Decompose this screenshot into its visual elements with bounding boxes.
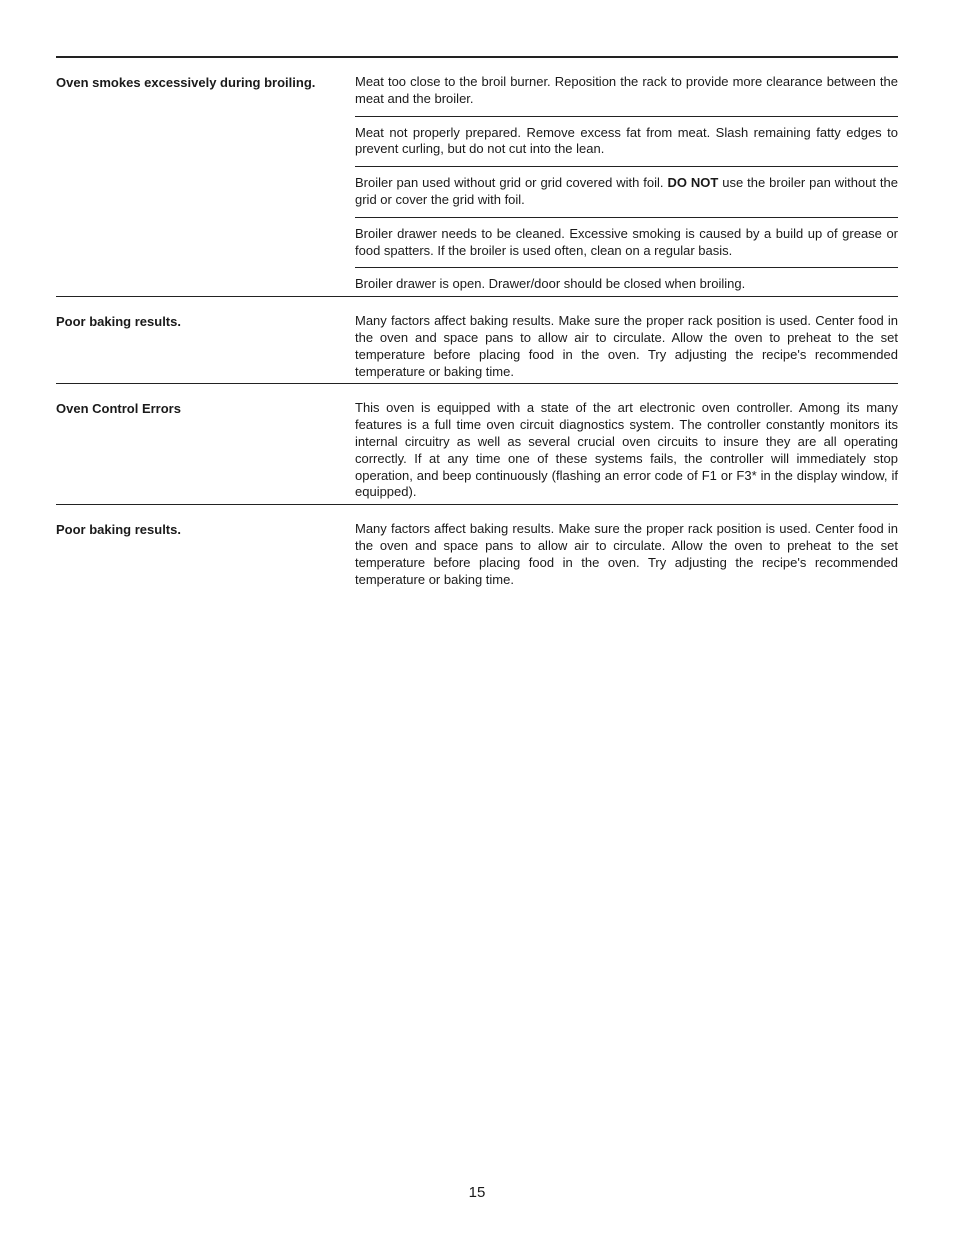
solution-text: Many factors affect baking results. Make sure the proper rack position is used. Center food in the oven and space pans to allow air to circulate. Allow the oven to preheat to the set temperature before placing food in the oven. Try adjusting the recipe's recommended temperature or baking time.: [355, 313, 898, 379]
solution-text: Meat too close to the broil burner. Reposition the rack to provide more clearance between the meat and the broiler.: [355, 74, 898, 106]
troubleshooting-table: [56, 56, 898, 591]
problem-label: Oven Control Errors: [56, 401, 181, 417]
solution-text: Meat not properly prepared. Remove excess fat from meat. Slash remaining fatty edges to prevent curling, but do not cut into the lean.: [355, 116, 898, 163]
problem-label: Poor baking results.: [56, 522, 181, 538]
solution-list: [355, 58, 898, 296]
solution-list: [355, 505, 898, 591]
solution-text: Many factors affect baking results. Make sure the proper rack position is used. Center food in the oven and space pans to allow air to circulate. Allow the oven to preheat to the set temperature before placing food in the oven. Try adjusting the recipe's recommended temperature or baking time.: [355, 521, 898, 587]
solution-text: Broiler drawer needs to be cleaned. Excessive smoking is caused by a build up of grease or food spatters. If the broiler is used often, clean on a regular basis.: [355, 217, 898, 264]
solution-text-end: use the broiler pan without the grid or cover the grid with foil.: [355, 175, 898, 207]
solution-text-start: Broiler pan used without grid or grid covered with foil.: [355, 175, 668, 191]
warning-emphasis: DO NOT: [667, 175, 719, 191]
solution-list: [355, 297, 898, 383]
solution-text: Broiler drawer is open. Drawer/door should be closed when broiling.: [355, 267, 898, 296]
table-row: [56, 296, 898, 383]
problem-label: Oven smokes excessively during broiling.: [56, 75, 316, 90]
table-row: [56, 504, 898, 591]
table-row: [56, 383, 898, 504]
solution-list: [355, 384, 898, 504]
solution-text: This oven is equipped with a state of the art electronic oven controller. Among its many features is a full time oven circuit diagnostics system. The controller constantly monitors its internal circuitry as well as several crucial oven circuits to insure they are all operating correctly. If at any time one of these systems fails, the controller will immediately stop operation, and beep continuously (flashing an error code of F1 or F3* in the display window, if equipped).: [355, 400, 898, 500]
table-row: [56, 57, 898, 296]
problem-label: Poor baking results.: [56, 314, 181, 330]
page-number: 15: [468, 1184, 486, 1201]
solution-text: [355, 166, 898, 213]
